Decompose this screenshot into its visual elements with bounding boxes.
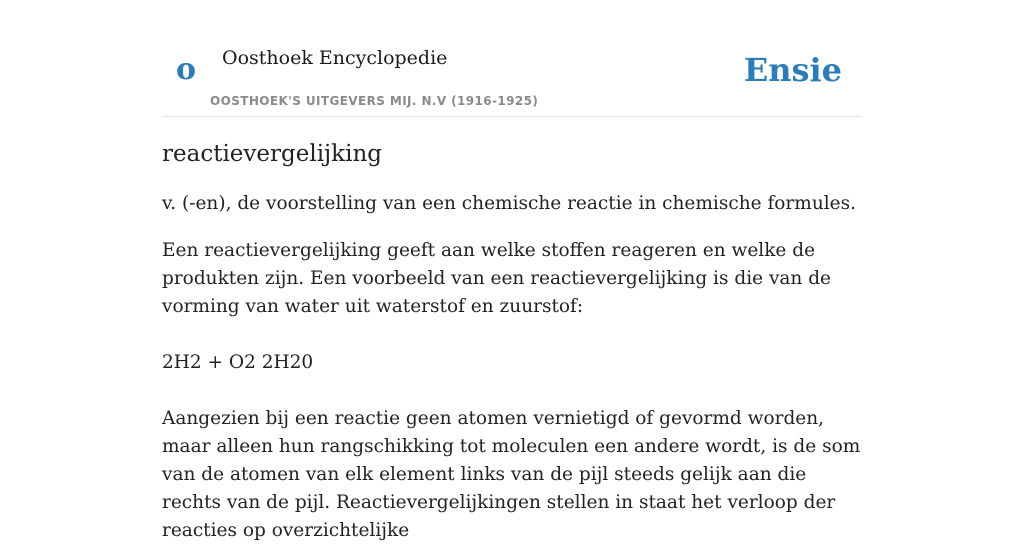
entry-content [162, 128, 862, 545]
entry-title: reactievergelijking [162, 141, 383, 167]
publisher-subtitle: OOSTHOEK'S UITGEVERS MIJ. N.V (1916-1925) [210, 94, 539, 108]
site-logo[interactable]: o [176, 52, 197, 87]
ensie-brand-link[interactable]: Ensie [743, 51, 842, 89]
entry-body: Een reactievergelijking geeft aan welke stoffen reageren en welke de produkten zijn. Een voorbeeld van een reactievergelijking is die van de vorming van water uit waterstof en zuurstof: 2H2 + O2 2H20 Aangezien bij een reactie geen atomen vernietigd of gevormd worden, maar alleen hun rangschikking tot moleculen een andere wordt, is de som van de atomen van elk element links van de pijl steeds gelijk aan die rechts van de pijl. Reactievergelijkingen stellen in staat het verloop der reacties op overzichtelijke [162, 240, 861, 541]
site-title-link[interactable]: Oosthoek Encyclopedie [222, 47, 448, 69]
entry-definition: v. (-en), de voorstelling van een chemische reactie in chemische formules. [162, 193, 856, 214]
site-header [162, 0, 862, 117]
